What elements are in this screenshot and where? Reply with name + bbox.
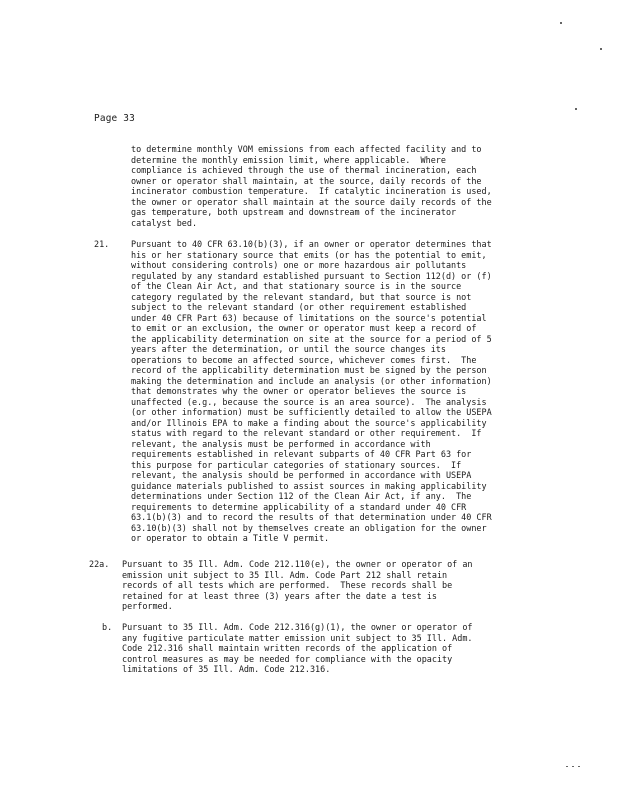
text-line: requirements to determine applicability of a standard under 40 CFR <box>131 501 467 512</box>
scan-speck <box>560 22 562 24</box>
condition-21-number: 21. <box>94 239 110 249</box>
text-line: Pursuant to 35 Ill. Adm. Code 212.110(e), the owner or operator of an <box>122 559 473 569</box>
condition-22a-number: 22a. <box>89 559 110 569</box>
text-line: without considering controls) one or more hazardous air pollutants <box>131 260 467 270</box>
text-line: category regulated by the relevant standard, but that source is not <box>131 291 472 302</box>
scan-speck <box>572 766 574 767</box>
scan-speck <box>600 48 602 50</box>
condition-22b-number: b. <box>102 622 113 632</box>
text-line: that demonstrates why the owner or operator believes the source is <box>131 386 467 396</box>
text-line: unaffected (e.g., because the source is an area source). The analysis <box>131 396 487 407</box>
text-line: the owner or operator shall maintain at the source daily records of the <box>131 196 492 207</box>
text-line: years after the determination, or until the source changes its <box>131 344 446 354</box>
text-line: any fugitive particulate matter emission unit subject to 35 Ill. Adm. <box>122 632 473 643</box>
text-line: or operator to obtain a Title V permit. <box>131 533 330 543</box>
text-line: Pursuant to 40 CFR 63.10(b)(3), if an owner or operator determines that <box>131 239 492 249</box>
text-line: regulated by any standard established pursuant to Section 112(d) or (f) <box>131 270 492 281</box>
text-line: emission unit subject to 35 Ill. Adm. Code Part 212 shall retain <box>122 569 448 580</box>
text-line: to emit or an exclusion, the owner or operator must keep a record of <box>131 323 477 333</box>
text-line: to determine monthly VOM emissions from each affected facility and to <box>131 144 482 154</box>
text-line: determine the monthly emission limit, where applicable. Where <box>131 154 446 165</box>
text-line: determinations under Section 112 of the Clean Air Act, if any. The <box>131 491 472 501</box>
text-line: making the determination and include an analysis (or other information) <box>131 375 492 386</box>
text-line: and/or Illinois EPA to make a finding about the source's applicability <box>131 417 487 428</box>
text-line: performed. <box>122 601 173 611</box>
text-line: relevant, the analysis must be performed in accordance with <box>131 438 431 449</box>
text-line: (or other information) must be sufficiently detailed to allow the USEPA <box>131 407 492 417</box>
text-line: 63.10(b)(3) shall not by themselves create an obligation for the owner <box>131 522 487 533</box>
text-line: owner or operator shall maintain, at the source, daily records of the <box>131 175 482 186</box>
text-line: gas temperature, both upstream and downstream of the incinerator <box>131 207 457 217</box>
text-line: records of all tests which are performed. These records shall be <box>122 580 453 590</box>
text-line: Code 212.316 shall maintain written records of the application of <box>122 643 453 653</box>
text-line: his or her stationary source that emits (or has the potential to emit, <box>131 249 487 260</box>
text-line: 63.1(b)(3) and to record the results of that determination under 40 CFR <box>131 512 492 522</box>
text-line: retained for at least three (3) years after the date a test is <box>122 590 437 601</box>
text-line: incinerator combustion temperature. If catalytic incineration is used, <box>131 186 492 196</box>
text-line: guidance materials published to assist sources in making applicability <box>131 480 487 491</box>
text-line: relevant, the analysis should be performed in accordance with USEPA <box>131 470 472 480</box>
text-line: control measures as may be needed for compliance with the opacity <box>122 653 453 664</box>
text-line: Pursuant to 35 Ill. Adm. Code 212.316(g)(1), the owner or operator of <box>122 622 473 632</box>
page-number: Page 33 <box>94 113 135 124</box>
text-line: under 40 CFR Part 63) because of limitations on the source's potential <box>131 312 487 323</box>
scan-speck <box>578 766 580 767</box>
text-line: limitations of 35 Ill. Adm. Code 212.316. <box>122 664 331 674</box>
text-line: status with regard to the relevant standard or other requirement. If <box>131 428 482 438</box>
scan-speck <box>575 108 577 110</box>
scan-speck <box>566 766 568 767</box>
text-line: of the Clean Air Act, and that stationary source is in the source <box>131 281 462 291</box>
condition-22b-text <box>122 622 473 675</box>
text-line: this purpose for particular categories of stationary sources. If <box>131 459 462 470</box>
text-line: operations to become an affected source, whichever comes first. The <box>131 354 477 365</box>
text-line: requirements established in relevant subparts of 40 CFR Part 63 for <box>131 449 472 459</box>
intro-paragraph <box>131 144 492 228</box>
condition-22a-text <box>122 559 473 612</box>
condition-21-text <box>131 239 492 544</box>
text-line: the applicability determination on site at the source for a period of 5 <box>131 333 492 344</box>
text-line: record of the applicability determination must be signed by the person <box>131 365 487 375</box>
text-line: compliance is achieved through the use of thermal incineration, each <box>131 165 477 175</box>
text-line: subject to the relevant standard (or other requirement established <box>131 302 467 312</box>
text-line: catalyst bed. <box>131 217 198 228</box>
